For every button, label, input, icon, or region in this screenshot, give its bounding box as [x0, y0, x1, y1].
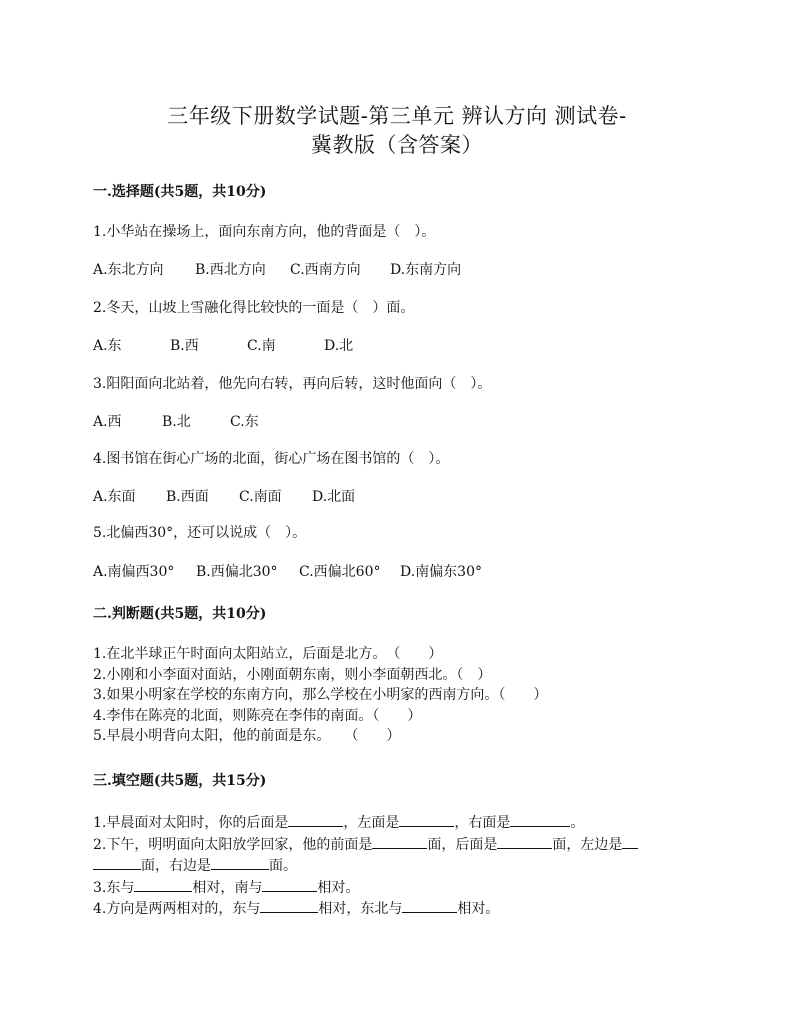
- question-options: [93, 411, 259, 431]
- text: 面，后面是: [427, 836, 498, 853]
- list-item: 2.小刚和小李面对面站，小刚面朝东南，则小李面朝西北。（ ）: [93, 666, 492, 683]
- page-title-line2: 冀教版（含答案）: [311, 133, 483, 157]
- section-heading-fill-in: 三.填空题(共5题，共15分): [93, 773, 267, 789]
- text: 相对。: [317, 879, 360, 896]
- list-item: 4.李伟在陈亮的北面，则陈亮在李伟的南面。（ ）: [93, 707, 422, 724]
- answer-blank[interactable]: [399, 812, 454, 827]
- text: 4.方向是两两相对的，东与: [93, 901, 261, 917]
- list-item: [93, 812, 638, 834]
- option: A.东: [93, 338, 122, 354]
- text: 面，右边是: [141, 858, 211, 874]
- question-stem: 4.图书馆在街心广场的北面，街心广场在图书馆的（ ）。: [93, 451, 450, 467]
- list-item: 5.早晨小明背向太阳，他的前面是东。 （ ）: [93, 728, 401, 744]
- option: B.西北方向: [195, 262, 266, 278]
- option: C.西南方向: [290, 262, 361, 278]
- option: C.南: [247, 338, 276, 354]
- answer-blank[interactable]: [262, 877, 317, 892]
- answer-blank[interactable]: [211, 855, 269, 870]
- question-stem: 1.小华站在操场上，面向东南方向，他的背面是（ ）。: [93, 224, 436, 240]
- section-heading-judgment: 二.判断题(共5题，共10分): [93, 606, 267, 622]
- answer-blank[interactable]: [497, 834, 552, 849]
- list-item: 3.如果小明家在学校的东南方向，那么学校在小明家的西南方向。（ ）: [93, 687, 548, 703]
- answer-blank[interactable]: [622, 834, 638, 849]
- judgment-list: [93, 644, 547, 747]
- option: A.东面: [93, 489, 136, 505]
- option: D.北面: [312, 489, 356, 505]
- question-options: [93, 259, 461, 279]
- text: 2.下午，明明面向太阳放学回家，他的前面是: [93, 836, 373, 853]
- text: 相对，南与: [192, 879, 263, 896]
- option: B.北: [162, 414, 191, 430]
- question-options: [93, 335, 353, 355]
- list-item: [93, 834, 638, 856]
- page-title-line1: 三年级下册数学试题-第三单元 辨认方向 测试卷-: [167, 104, 627, 128]
- text: 3.东与: [93, 879, 135, 896]
- question-options: [93, 561, 482, 581]
- option: B.西偏北30°: [196, 564, 278, 580]
- option: D.东南方向: [390, 262, 462, 278]
- text: 。: [570, 815, 585, 831]
- option: C.南面: [239, 489, 282, 505]
- option: D.南偏东30°: [400, 564, 482, 580]
- question-stem: 5.北偏西30°，还可以说成（ ）。: [93, 525, 307, 541]
- answer-blank[interactable]: [288, 812, 343, 827]
- list-item: 1.在北半球正午时面向太阳站立，后面是北方。 （ ）: [93, 646, 443, 662]
- answer-blank[interactable]: [134, 877, 192, 892]
- section-heading-choice: 一.选择题(共5题，共10分): [93, 184, 267, 200]
- option: A.东北方向: [93, 262, 164, 278]
- option: C.西偏北60°: [299, 564, 381, 580]
- answer-blank[interactable]: [260, 898, 318, 913]
- option: C.东: [230, 414, 259, 430]
- answer-blank[interactable]: [372, 834, 427, 849]
- list-item: [93, 855, 638, 877]
- text: 面，左边是: [552, 836, 623, 853]
- answer-blank[interactable]: [510, 812, 570, 827]
- option: B.西面: [166, 489, 209, 505]
- option: A.西: [93, 414, 122, 430]
- text: 面。: [269, 858, 297, 874]
- list-item: [93, 898, 638, 920]
- text: ，右面是: [454, 815, 511, 831]
- option: B.西: [170, 338, 199, 354]
- question-options: [93, 486, 355, 506]
- answer-blank[interactable]: [93, 855, 141, 870]
- list-item: [93, 877, 638, 899]
- answer-blank[interactable]: [402, 898, 457, 913]
- option: A.南偏西30°: [93, 564, 175, 580]
- option: D.北: [324, 338, 354, 354]
- question-stem: 3.阳阳面向北站着，他先向右转，再向后转，这时他面向（ ）。: [93, 376, 492, 392]
- text: ，左面是: [343, 815, 400, 831]
- text: 相对，东北与: [318, 901, 403, 917]
- fill-in-list: [93, 812, 638, 920]
- text: 1.早晨面对太阳时，你的后面是: [93, 815, 289, 831]
- question-stem: 2.冬天，山坡上雪融化得比较快的一面是（ ）面。: [93, 300, 415, 316]
- text: 相对。: [457, 901, 500, 917]
